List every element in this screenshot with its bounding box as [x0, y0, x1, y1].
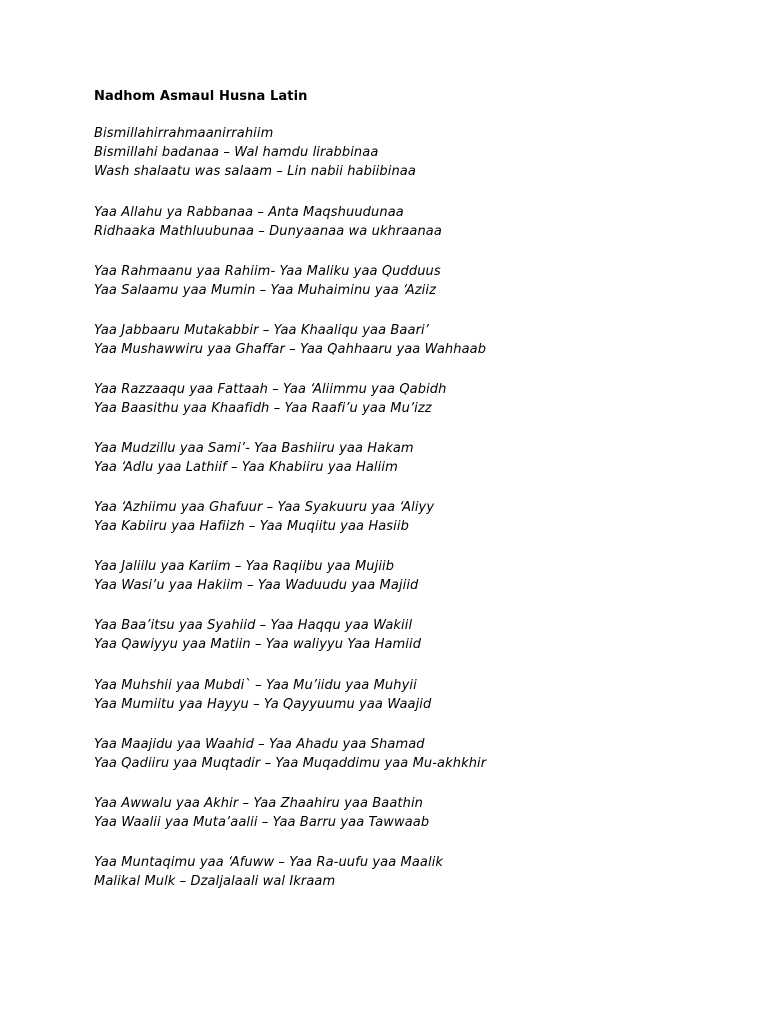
- verse-line: Yaa Baa’itsu yaa Syahiid – Yaa Haqqu yaa Wakiil: [94, 618, 413, 633]
- stanza: [94, 380, 447, 418]
- verse-line: Yaa Muhshii yaa Mubdi` – Yaa Mu’iidu yaa Muhyii: [94, 678, 417, 693]
- stanza: [94, 853, 443, 891]
- verse-line: Yaa Kabiiru yaa Hafiizh – Yaa Muqiitu yaa Hasiib: [94, 519, 409, 534]
- verse-line: Yaa Maajidu yaa Waahid – Yaa Ahadu yaa Shamad: [94, 737, 425, 752]
- verse-line: Yaa ‘Azhiimu yaa Ghafuur – Yaa Syakuuru yaa ‘Aliyy: [94, 500, 435, 515]
- verse-line: Yaa ‘Adlu yaa Lathiif – Yaa Khabiiru yaa Haliim: [94, 460, 398, 475]
- verse-line: Yaa Awwalu yaa Akhir – Yaa Zhaahiru yaa Baathin: [94, 796, 424, 811]
- stanza: [94, 203, 442, 241]
- verse-line: Yaa Allahu ya Rabbanaa – Anta Maqshuudunaa: [94, 205, 404, 220]
- stanza: [94, 735, 486, 773]
- stanza: [94, 439, 414, 477]
- stanza: [94, 262, 441, 300]
- stanza: [94, 124, 416, 181]
- verse-line: Yaa Mushawwiru yaa Ghaffar – Yaa Qahhaaru yaa Wahhaab: [94, 342, 487, 357]
- verse-line: Ridhaaka Mathluubunaa – Dunyaanaa wa ukhraanaa: [94, 224, 442, 239]
- verse-line: Yaa Wasi’u yaa Hakiim – Yaa Waduudu yaa Majiid: [94, 578, 419, 593]
- verse-line: Bismillahi badanaa – Wal hamdu lirabbinaa: [94, 145, 379, 160]
- verse-line: Yaa Qadiiru yaa Muqtadir – Yaa Muqaddimu yaa Mu-akhkhir: [94, 756, 487, 771]
- verse-line: Yaa Jabbaaru Mutakabbir – Yaa Khaaliqu yaa Baari’: [94, 323, 429, 338]
- stanza: [94, 321, 486, 359]
- stanza: [94, 616, 421, 654]
- stanza: [94, 557, 418, 595]
- verse-line: Yaa Rahmaanu yaa Rahiim- Yaa Maliku yaa Qudduus: [94, 264, 441, 279]
- verse-line: Yaa Baasithu yaa Khaafidh – Yaa Raafi’u yaa Mu’izz: [94, 401, 432, 416]
- verse-line: Yaa Qawiyyu yaa Matiin – Yaa waliyyu Yaa Hamiid: [94, 637, 422, 652]
- verse-line: Yaa Jaliilu yaa Kariim – Yaa Raqiibu yaa Mujiib: [94, 559, 395, 574]
- verse-line: Yaa Salaamu yaa Mumin – Yaa Muhaiminu yaa ‘Aziiz: [94, 283, 436, 298]
- stanza: [94, 794, 429, 832]
- verse-line: Yaa Muntaqimu yaa ‘Afuww – Yaa Ra-uufu yaa Maalik: [94, 855, 444, 870]
- page-title: Nadhom Asmaul Husna Latin: [94, 89, 308, 104]
- verse-line: Yaa Razzaaqu yaa Fattaah – Yaa ‘Aliimmu yaa Qabidh: [94, 382, 447, 397]
- stanza: [94, 676, 431, 714]
- verse-line: Malikal Mulk – Dzaljalaali wal Ikraam: [94, 874, 336, 889]
- verse-line: Yaa Waalii yaa Muta’aalii – Yaa Barru yaa Tawwaab: [94, 815, 430, 830]
- verse-line: Yaa Mudzillu yaa Sami’- Yaa Bashiiru yaa Hakam: [94, 441, 414, 456]
- verse-line: Yaa Mumiitu yaa Hayyu – Ya Qayyuumu yaa Waajid: [94, 697, 432, 712]
- stanza: [94, 498, 434, 536]
- verse-line: Bismillahirrahmaanirrahiim: [94, 126, 274, 141]
- verse-line: Wash shalaatu was salaam – Lin nabii habiibinaa: [94, 164, 416, 179]
